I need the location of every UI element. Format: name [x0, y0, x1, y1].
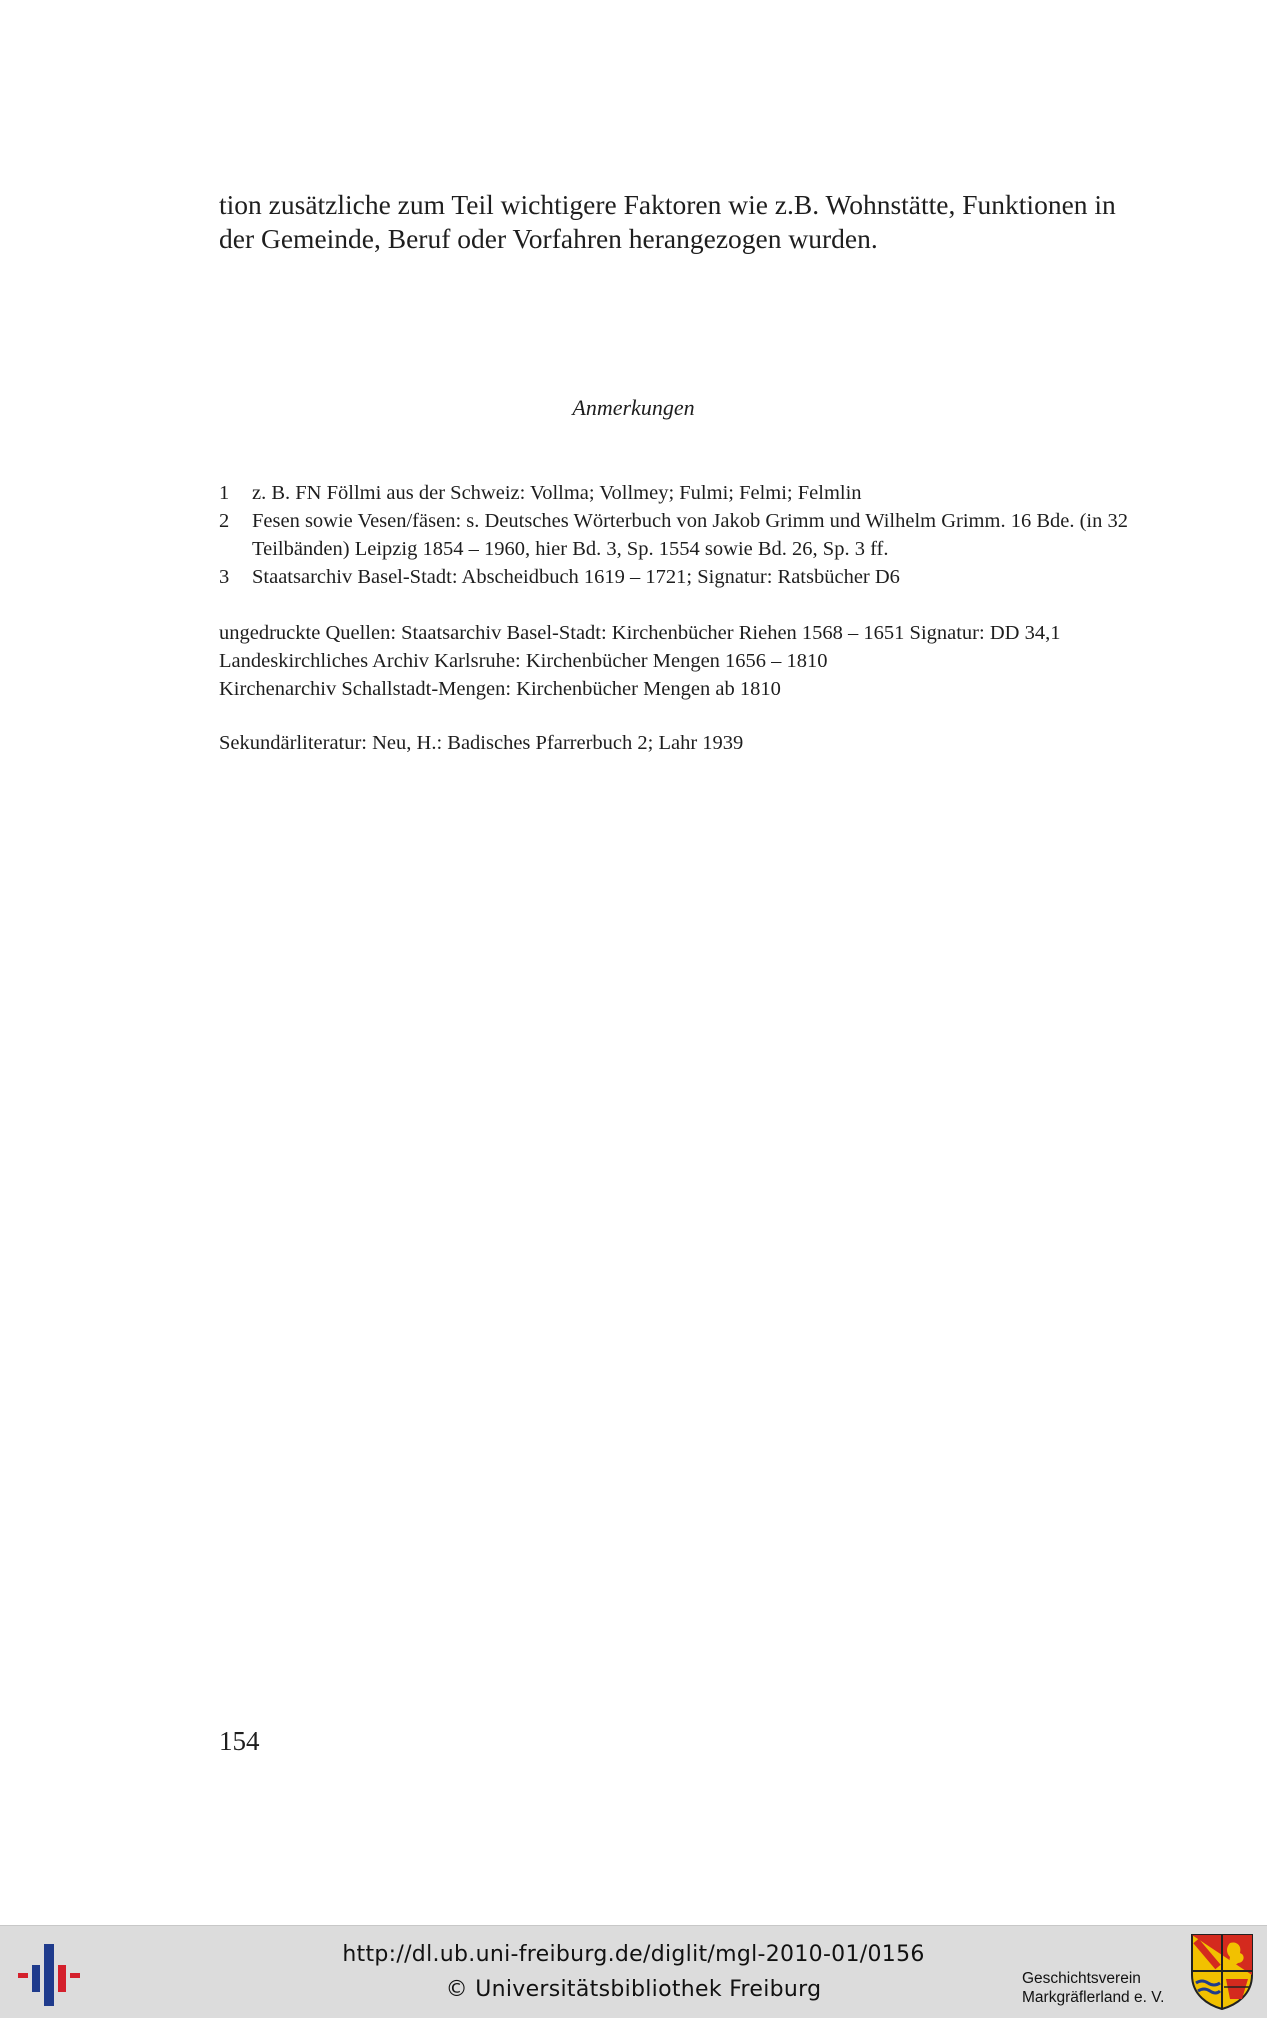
footnote-number: 3	[219, 566, 230, 588]
society-name-line: Markgräflerland e. V.	[1022, 1989, 1165, 2006]
footnote-text: Fesen sowie Vesen/fäsen: s. Deutsches Wörterbuch von Jakob Grimm und Wilhelm Grimm. 16 Bde. (in 32 Teilbänden) Leipzig 1854 – 1960, hier Bd. 3, Sp. 1554 sowie Bd. 26, Sp. 3 ff.	[252, 510, 1128, 560]
source-line: Landeskirchliches Archiv Karlsruhe: Kirchenbücher Mengen 1656 – 1810	[219, 650, 828, 672]
body-line: der Gemeinde, Beruf oder Vorfahren herangezogen wurden.	[219, 223, 878, 254]
footnote	[219, 563, 1179, 591]
unpublished-sources	[219, 619, 1199, 703]
society-name	[1022, 1969, 1164, 2007]
body-line: tion zusätzliche zum Teil wichtigere Faktoren wie z.B. Wohnstätte, Funktionen in	[219, 189, 1116, 220]
page-number: 154	[219, 1726, 260, 1756]
secondary-literature: Sekundärliteratur: Neu, H.: Badisches Pfarrerbuch 2; Lahr 1939	[219, 732, 744, 754]
body-paragraph	[219, 188, 1179, 256]
footnote	[219, 507, 1179, 563]
copyright-notice: © Universitätsbibliothek Freiburg	[445, 1977, 822, 2002]
footnote-text: z. B. FN Föllmi aus der Schweiz: Vollma; Vollmey; Fulmi; Felmi; Felmlin	[252, 482, 862, 504]
footnote-text: Staatsarchiv Basel-Stadt: Abscheidbuch 1619 – 1721; Signatur: Ratsbücher D6	[252, 566, 900, 588]
footnotes-list	[219, 479, 1179, 591]
markgraeflerland-crest-icon	[1190, 1933, 1254, 2011]
society-name-line: Geschichtsverein	[1022, 1970, 1141, 1987]
source-line: ungedruckte Quellen: Staatsarchiv Basel-Stadt: Kirchenbücher Riehen 1568 – 1651 Signatur: DD 34,1	[219, 622, 1061, 644]
footnote-number: 2	[219, 510, 230, 532]
digital-library-url[interactable]: http://dl.ub.uni-freiburg.de/diglit/mgl-2010-01/0156	[342, 1942, 925, 1967]
footnote-number: 1	[219, 482, 230, 504]
notes-heading: Anmerkungen	[572, 395, 695, 420]
footer-bar	[0, 1925, 1267, 2018]
source-line: Kirchenarchiv Schallstadt-Mengen: Kirchenbücher Mengen ab 1810	[219, 678, 781, 700]
footnote	[219, 479, 1179, 507]
